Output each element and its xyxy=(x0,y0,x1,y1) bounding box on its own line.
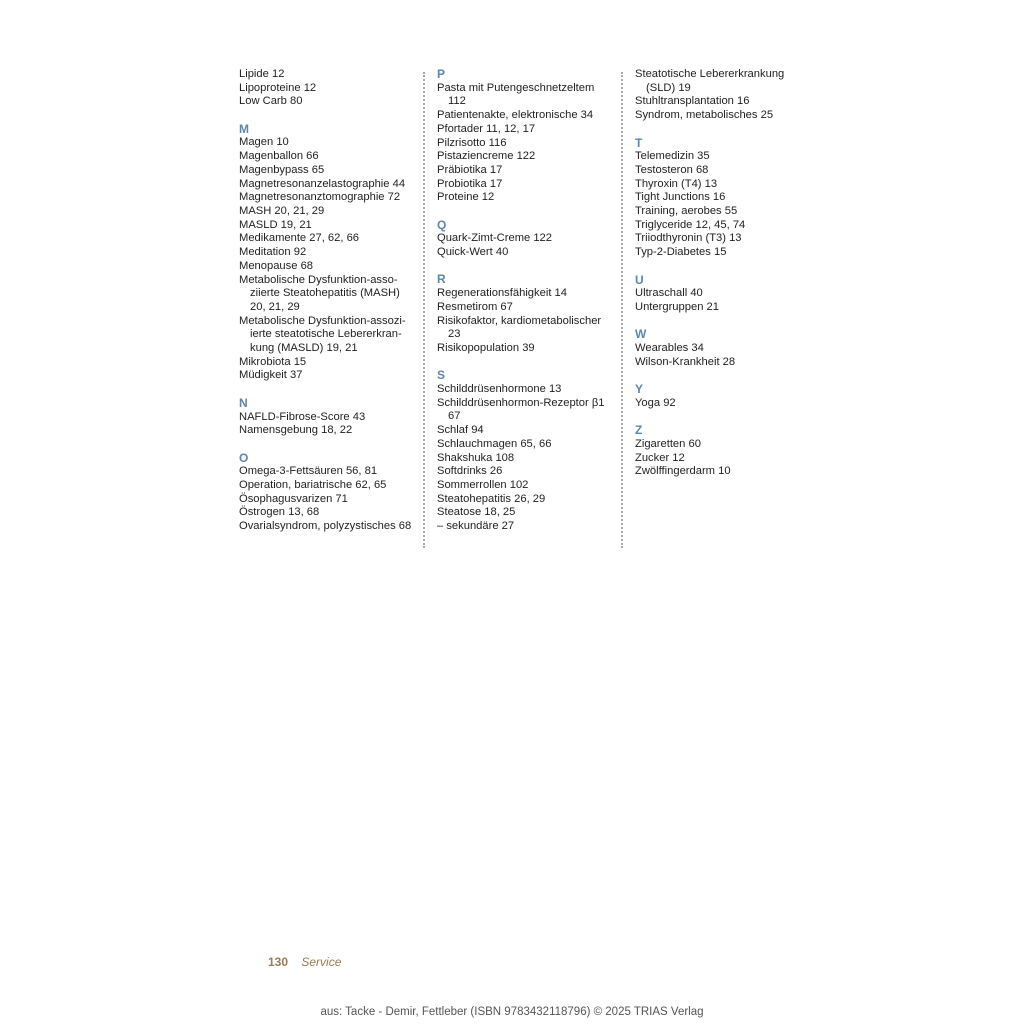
index-entry: Pistaziencreme 122 xyxy=(437,150,536,163)
index-entry: Schilddrüsenhormon-Rezeptor β1 67 xyxy=(437,396,605,423)
section-letter: Z xyxy=(635,423,643,438)
index-section xyxy=(437,369,615,533)
section-letter: N xyxy=(239,395,248,410)
index-entry: Training, aerobes 55 xyxy=(635,205,738,217)
index-entry: Wilson-Krankheit 28 xyxy=(635,355,736,368)
index-section xyxy=(239,452,417,534)
index-section xyxy=(635,424,813,479)
index-section xyxy=(635,328,813,369)
section-letter: M xyxy=(239,121,249,136)
index-entry: Risikopopulation 39 xyxy=(437,341,535,354)
index-entry: Präbiotika 17 xyxy=(437,163,503,176)
index-section xyxy=(239,397,417,438)
column-divider xyxy=(423,72,425,548)
section-letter: O xyxy=(239,450,249,465)
index-entry: Zigaretten 60 xyxy=(635,437,701,450)
section-letter: Q xyxy=(437,217,447,232)
index-entry: – sekundäre 27 xyxy=(437,520,515,533)
index-entry: Magen 10 xyxy=(239,136,289,149)
index-entry: Proteine 12 xyxy=(437,191,495,204)
index-entry: Pilzrisotto 116 xyxy=(437,136,507,149)
source-credit: aus: Tacke - Demir, Fettleber (ISBN 9783432118796) © 2025 TRIAS Verlag xyxy=(320,1006,704,1018)
index-entry: Östrogen 13, 68 xyxy=(239,506,320,519)
index-entry: Schilddrüsenhormone 13 xyxy=(437,383,562,396)
index-section xyxy=(437,219,615,260)
index-entry: Untergruppen 21 xyxy=(635,300,719,313)
index-entry: Probiotika 17 xyxy=(437,177,503,190)
index-entry: Schlauchmagen 65, 66 xyxy=(437,437,552,450)
index-entry: Ösophagusvarizen 71 xyxy=(239,492,348,505)
section-letter: P xyxy=(437,67,446,81)
section-letter: W xyxy=(635,327,647,342)
section-letter: Y xyxy=(635,382,644,397)
index-entry: Mikrobiota 15 xyxy=(239,355,307,368)
index-entry: Namensgebung 18, 22 xyxy=(239,424,353,437)
page-footer xyxy=(268,955,341,969)
index-section xyxy=(635,137,813,260)
index-entry: Stuhltransplantation 16 xyxy=(635,95,750,108)
index-entry: Risikofaktor, kardiometabolischer 23 xyxy=(437,314,602,341)
index-entry: Softdrinks 26 xyxy=(437,465,503,478)
index-entry: Magenbypass 65 xyxy=(239,163,325,176)
index-entry: Quick-Wert 40 xyxy=(437,246,509,259)
index-entry: Magnetresonanztomographie 72 xyxy=(239,191,401,204)
index-section xyxy=(437,68,615,205)
section-name: Service xyxy=(301,955,342,969)
index-entry: Steatohepatitis 26, 29 xyxy=(437,492,546,505)
index-entry: Pfortader 11, 12, 17 xyxy=(437,122,536,135)
index-entry: Patientenakte, elektronische 34 xyxy=(437,109,594,122)
index-entry: Sommerrollen 102 xyxy=(437,478,529,491)
section-letter: U xyxy=(635,272,644,287)
index-entry: Tight Junctions 16 xyxy=(635,191,726,204)
index-column-3 xyxy=(635,68,813,493)
index-entry: Operation, bariatrische 62, 65 xyxy=(239,479,387,491)
index-entry: Wearables 34 xyxy=(635,341,704,354)
page-number: 130 xyxy=(268,955,289,969)
index-entry: Schlaf 94 xyxy=(437,424,484,437)
index-entry: Ovarialsyndrom, polyzystisches 68 xyxy=(239,520,412,533)
index-column-1 xyxy=(239,68,417,548)
index-entry: Omega-3-Fettsäuren 56, 81 xyxy=(239,465,378,478)
index-entry: Shakshuka 108 xyxy=(437,451,515,464)
index-column-2 xyxy=(437,68,615,547)
index-entry: Menopause 68 xyxy=(239,259,314,272)
index-entry: Ultraschall 40 xyxy=(635,287,703,300)
index-entry: Lipide 12 xyxy=(239,68,285,80)
index-entry: Zucker 12 xyxy=(635,451,685,464)
index-entry: Resmetirom 67 xyxy=(437,300,513,313)
index-section xyxy=(239,123,417,383)
index-entry: Thyroxin (T4) 13 xyxy=(635,177,718,190)
index-entry: Syndrom, metabolisches 25 xyxy=(635,109,774,122)
index-entry: Metabolische Dysfunktion-assoziierte Steatohepatitis (MASH) 20, 21, 29 xyxy=(239,273,400,313)
index-entry: Meditation 92 xyxy=(239,246,307,259)
index-section xyxy=(635,274,813,315)
section-letter: S xyxy=(437,368,446,383)
index-entry: Quark-Zimt-Creme 122 xyxy=(437,232,553,245)
section-letter: R xyxy=(437,272,446,287)
index-entry: MASLD 19, 21 xyxy=(239,218,312,231)
index-section xyxy=(635,383,813,410)
index-entry: Magnetresonanzelastographie 44 xyxy=(239,177,406,190)
index-section xyxy=(239,68,417,109)
index-entry: Magenballon 66 xyxy=(239,150,319,163)
index-entry: Metabolische Dysfunktion-assoziierte steatotische Lebererkrankung (MASLD) 19, 21 xyxy=(239,314,406,355)
index-entry: Regenerationsfähigkeit 14 xyxy=(437,287,567,300)
index-entry: Yoga 92 xyxy=(635,396,676,409)
index-entry: Zwölffingerdarm 10 xyxy=(635,465,731,478)
index-entry: Steatose 18, 25 xyxy=(437,506,516,519)
section-letter: T xyxy=(635,135,643,150)
index-entry: Müdigkeit 37 xyxy=(239,369,303,382)
index-entry: Testosteron 68 xyxy=(635,163,709,176)
index-entry: Lipoproteine 12 xyxy=(239,81,317,94)
index-entry: Triiodthyronin (T3) 13 xyxy=(635,232,742,245)
index-entry: MASH 20, 21, 29 xyxy=(239,205,325,217)
index-entry: Low Carb 80 xyxy=(239,95,303,108)
index-entry: NAFLD-Fibrose-Score 43 xyxy=(239,410,366,423)
index-section xyxy=(635,68,813,123)
index-entry: Medikamente 27, 62, 66 xyxy=(239,232,360,245)
column-divider xyxy=(621,72,623,548)
index-entry: Telemedizin 35 xyxy=(635,150,710,163)
index-entry: Pasta mit Putengeschnetzeltem 112 xyxy=(437,81,595,108)
index-section xyxy=(437,273,615,355)
index-entry: Steatotische Lebererkrankung (SLD) 19 xyxy=(635,68,785,94)
index-entry: Typ-2-Diabetes 15 xyxy=(635,246,727,259)
index-entry: Triglyceride 12, 45, 74 xyxy=(635,218,746,231)
